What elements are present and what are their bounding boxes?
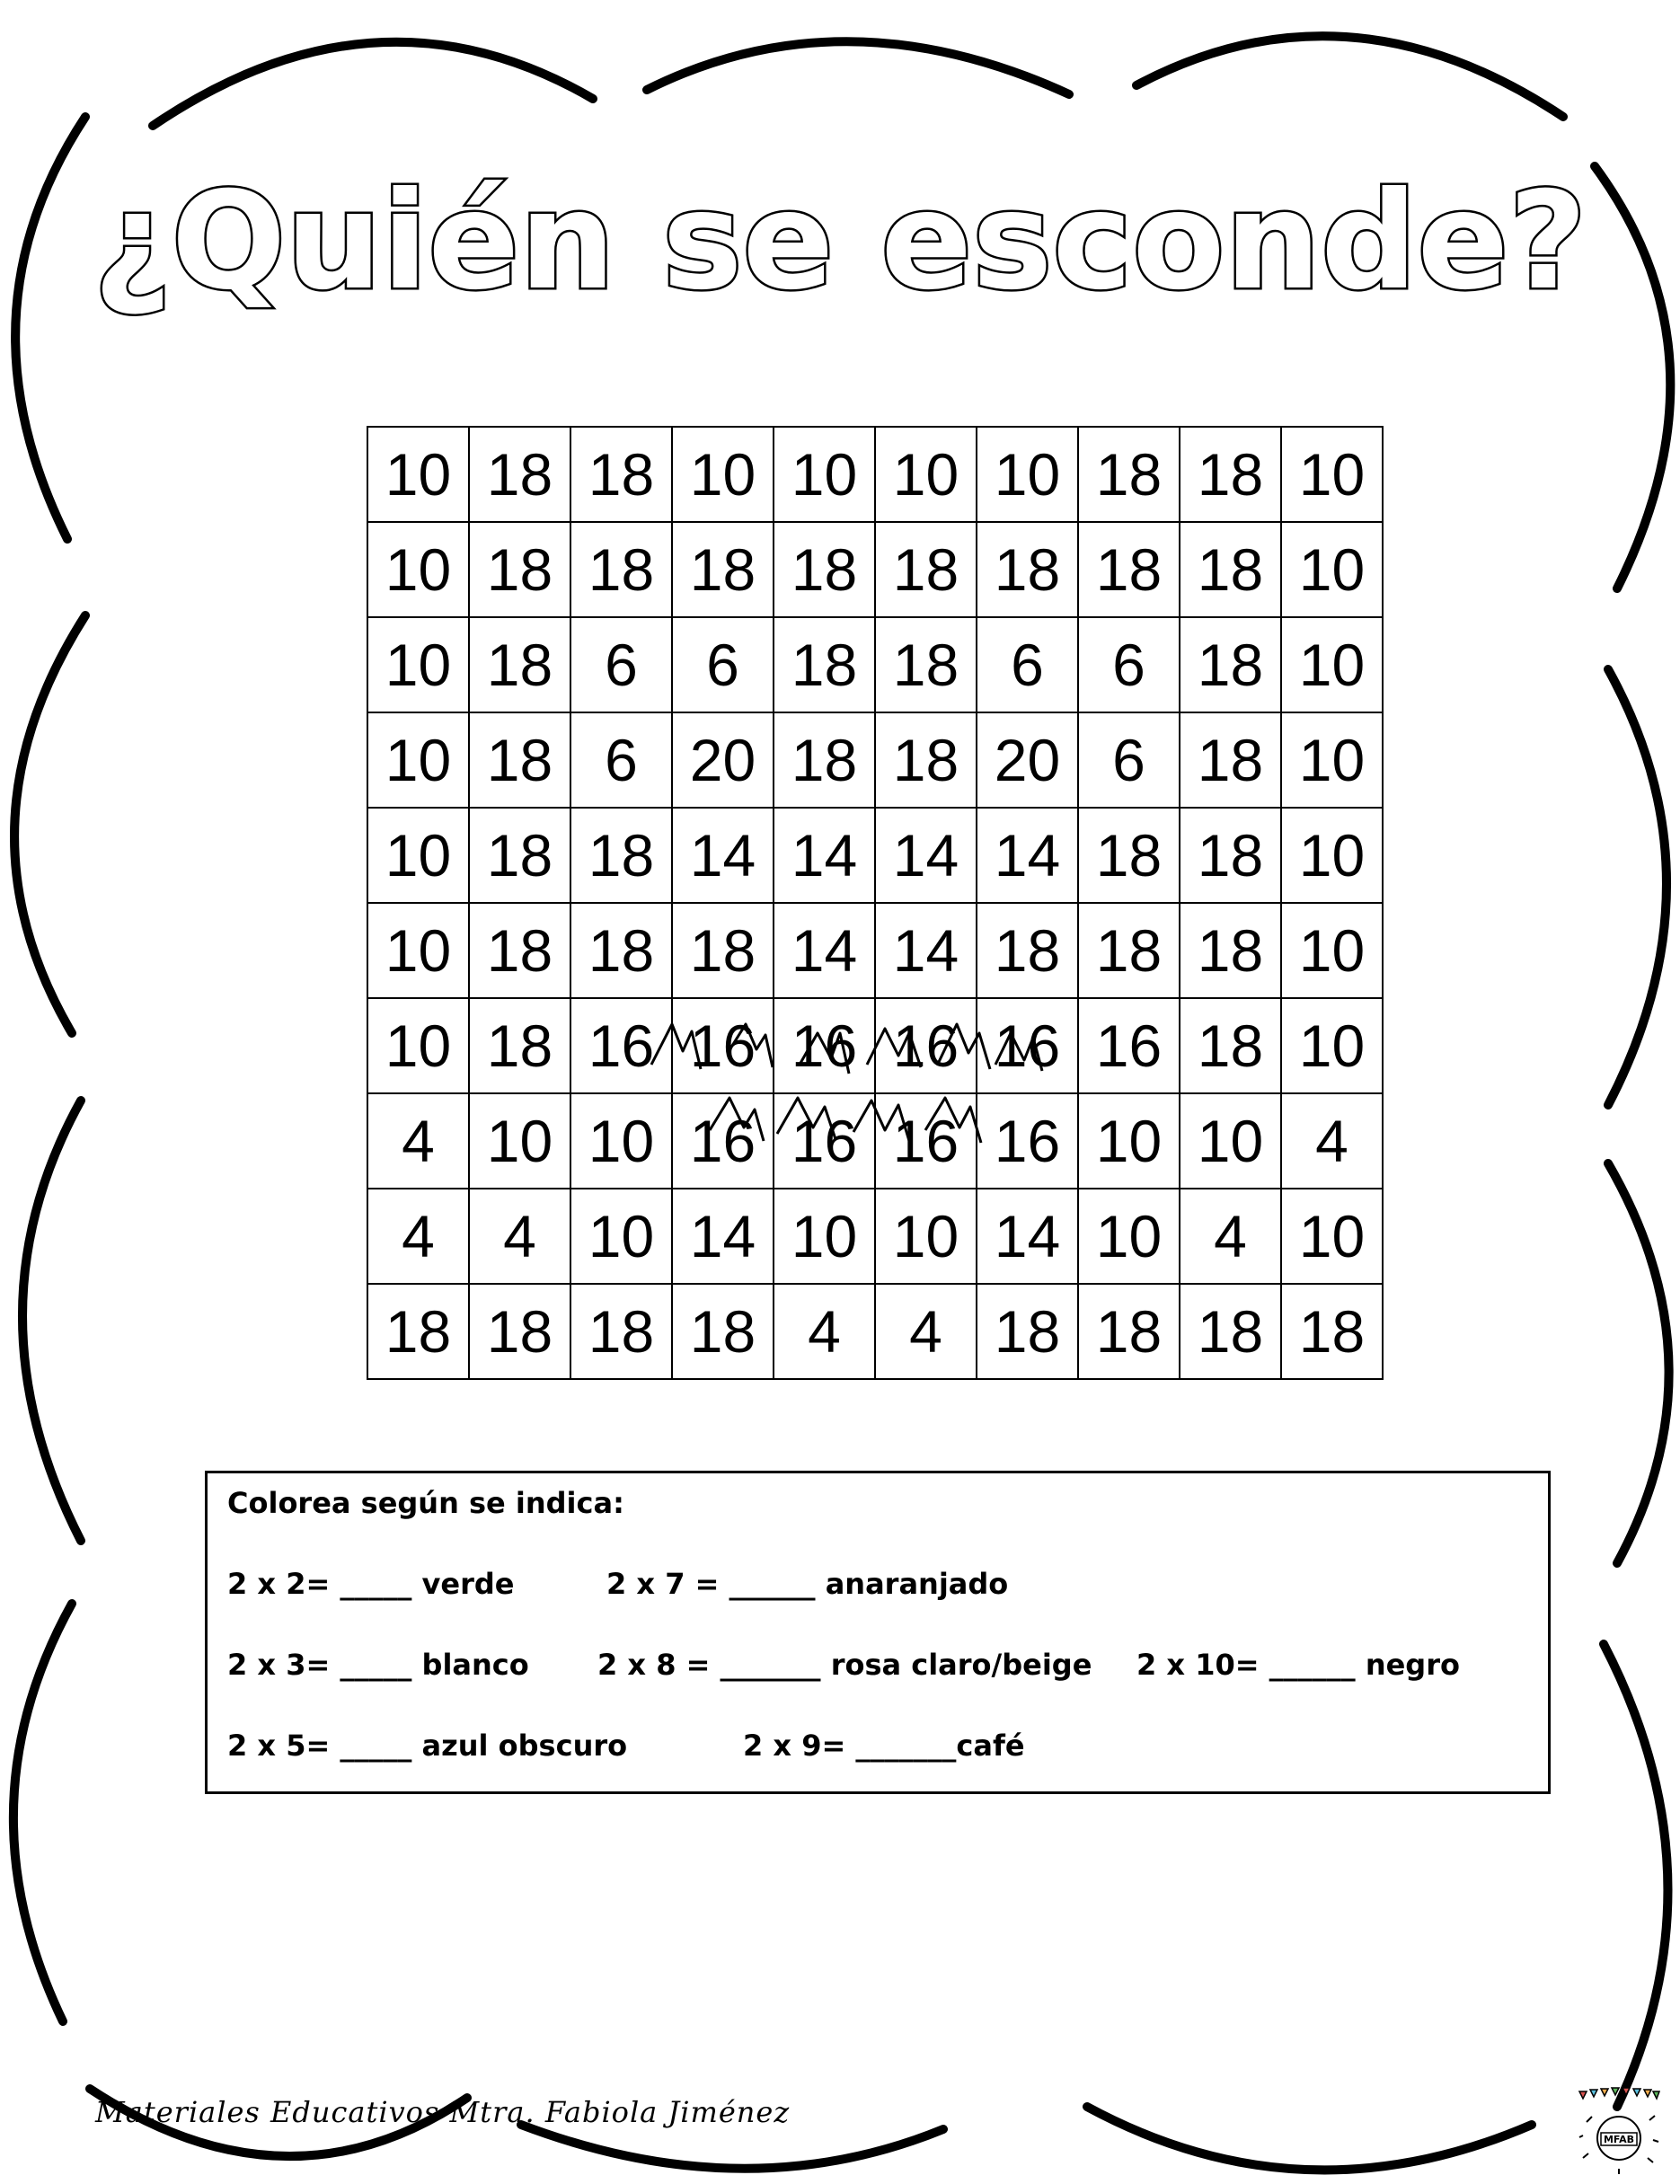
- grid-cell: 18: [1180, 712, 1281, 808]
- grid-cell: 18: [570, 427, 672, 522]
- grid-cell: 6: [977, 617, 1078, 712]
- grid-cell: 18: [570, 522, 672, 617]
- grid-cell: 4: [469, 1189, 570, 1284]
- footer-credit: Materiales Educativos Mtra. Fabiola Jiménez: [95, 2095, 791, 2129]
- grid-cell: 18: [977, 903, 1078, 998]
- logo-icon: [1578, 2086, 1660, 2176]
- grid-row: [367, 1093, 1383, 1189]
- grid-cell: 18: [367, 1284, 469, 1379]
- grid-cell: 18: [1180, 903, 1281, 998]
- grid-cell: 10: [774, 427, 875, 522]
- grid-cell: 10: [875, 427, 977, 522]
- grid-cell: 10: [1281, 617, 1383, 712]
- grid-cell: 18: [774, 712, 875, 808]
- grid-cell: 10: [1281, 522, 1383, 617]
- grid-cell: 10: [977, 427, 1078, 522]
- grid-cell: 16: [774, 1093, 875, 1189]
- grid-cell: 10: [1078, 1189, 1180, 1284]
- grid-cell: 18: [469, 998, 570, 1093]
- instructions-heading: Colorea según se indica:: [227, 1486, 624, 1520]
- grid-row: [367, 712, 1383, 808]
- grid-cell: 10: [1078, 1093, 1180, 1189]
- grid-row: [367, 617, 1383, 712]
- grid-cell: 10: [570, 1189, 672, 1284]
- grid-cell: 10: [1180, 1093, 1281, 1189]
- instruction-item: 2 x 3= _____ blanco: [227, 1648, 529, 1682]
- grid-cell: 14: [977, 1189, 1078, 1284]
- instruction-item: 2 x 9= _______café: [743, 1729, 1025, 1763]
- grid-cell: 10: [367, 903, 469, 998]
- logo-text: MFAB: [1603, 2134, 1635, 2145]
- grid-cell: 18: [469, 617, 570, 712]
- grid-cell: 16: [977, 1093, 1078, 1189]
- grid-cell: 16: [570, 998, 672, 1093]
- grid-cell: 18: [1180, 617, 1281, 712]
- grid-row: [367, 1284, 1383, 1379]
- page-title: [0, 153, 1680, 350]
- grid-cell: 14: [672, 1189, 774, 1284]
- number-grid: [367, 426, 1384, 1380]
- grid-cell: 18: [1078, 1284, 1180, 1379]
- grid-cell: 6: [570, 617, 672, 712]
- grid-cell: 20: [977, 712, 1078, 808]
- grid-cell: 18: [570, 1284, 672, 1379]
- grid-cell: 10: [570, 1093, 672, 1189]
- grid-cell: 6: [1078, 712, 1180, 808]
- instruction-item: 2 x 8 = _______ rosa claro/beige: [597, 1648, 1092, 1682]
- grid-row: [367, 427, 1383, 522]
- instruction-item: 2 x 5= _____ azul obscuro: [227, 1729, 628, 1763]
- grid-cell: 10: [875, 1189, 977, 1284]
- grid-cell: 18: [469, 808, 570, 903]
- grid-cell: 18: [774, 617, 875, 712]
- grid-cell: 4: [367, 1093, 469, 1189]
- grid-cell: 14: [875, 808, 977, 903]
- grid-cell: 10: [1281, 903, 1383, 998]
- grid-cell: 16: [875, 998, 977, 1093]
- grid-cell: 18: [774, 522, 875, 617]
- page-title-text: ¿Quién se esconde?: [93, 164, 1587, 320]
- grid-cell: 18: [672, 522, 774, 617]
- grid-cell: 18: [570, 808, 672, 903]
- grid-cell: 16: [672, 998, 774, 1093]
- grid-cell: 14: [774, 808, 875, 903]
- grid-cell: 18: [469, 427, 570, 522]
- grid-cell: 18: [469, 712, 570, 808]
- grid-cell: 18: [469, 1284, 570, 1379]
- instruction-item: 2 x 2= _____ verde: [227, 1567, 515, 1601]
- grid-cell: 16: [1078, 998, 1180, 1093]
- grid-cell: 6: [1078, 617, 1180, 712]
- grid-cell: 16: [672, 1093, 774, 1189]
- grid-cell: 6: [672, 617, 774, 712]
- grid-cell: 18: [1180, 998, 1281, 1093]
- grid-cell: 18: [469, 903, 570, 998]
- grid-cell: 18: [1180, 808, 1281, 903]
- instruction-item: 2 x 7 = ______ anaranjado: [606, 1567, 1009, 1601]
- grid-cell: 10: [1281, 998, 1383, 1093]
- grid-cell: 4: [1180, 1189, 1281, 1284]
- instructions-box: [205, 1471, 1551, 1794]
- grid-cell: 14: [774, 903, 875, 998]
- grid-cell: 4: [1281, 1093, 1383, 1189]
- grid-cell: 10: [672, 427, 774, 522]
- grid-cell: 18: [469, 522, 570, 617]
- grid-cell: 4: [367, 1189, 469, 1284]
- grid-cell: 18: [875, 522, 977, 617]
- grid-cell: 10: [367, 522, 469, 617]
- grid-cell: 18: [977, 522, 1078, 617]
- grid-cell: 14: [875, 903, 977, 998]
- grid-cell: 10: [367, 712, 469, 808]
- grid-row: [367, 1189, 1383, 1284]
- grid-row: [367, 903, 1383, 998]
- grid-cell: 18: [1078, 808, 1180, 903]
- grid-cell: 16: [977, 998, 1078, 1093]
- grid-cell: 10: [367, 617, 469, 712]
- grid-cell: 18: [977, 1284, 1078, 1379]
- grid-cell: 18: [1180, 427, 1281, 522]
- grid-cell: 16: [875, 1093, 977, 1189]
- grid-row: [367, 522, 1383, 617]
- grid-cell: 10: [1281, 427, 1383, 522]
- grid-cell: 18: [875, 712, 977, 808]
- grid-cell: 10: [367, 998, 469, 1093]
- grid-cell: 10: [469, 1093, 570, 1189]
- grid-cell: 18: [570, 903, 672, 998]
- grid-cell: 10: [367, 427, 469, 522]
- grid-cell: 18: [1078, 522, 1180, 617]
- grid-cell: 4: [875, 1284, 977, 1379]
- grid-cell: 20: [672, 712, 774, 808]
- grid-cell: 18: [875, 617, 977, 712]
- grid-cell: 14: [672, 808, 774, 903]
- grid-cell: 10: [367, 808, 469, 903]
- grid-cell: 10: [1281, 1189, 1383, 1284]
- grid-row: [367, 998, 1383, 1093]
- grid-cell: 10: [1281, 712, 1383, 808]
- grid-cell: 14: [977, 808, 1078, 903]
- grid-cell: 18: [1180, 1284, 1281, 1379]
- grid-cell: 10: [774, 1189, 875, 1284]
- grid-row: [367, 808, 1383, 903]
- grid-cell: 18: [1281, 1284, 1383, 1379]
- grid-cell: 4: [774, 1284, 875, 1379]
- grid-cell: 18: [672, 1284, 774, 1379]
- grid-cell: 16: [774, 998, 875, 1093]
- grid-cell: 18: [672, 903, 774, 998]
- grid-cell: 18: [1180, 522, 1281, 617]
- grid-cell: 18: [1078, 903, 1180, 998]
- grid-cell: 10: [1281, 808, 1383, 903]
- grid-cell: 6: [570, 712, 672, 808]
- instruction-item: 2 x 10= ______ negro: [1136, 1648, 1460, 1682]
- grid-cell: 18: [1078, 427, 1180, 522]
